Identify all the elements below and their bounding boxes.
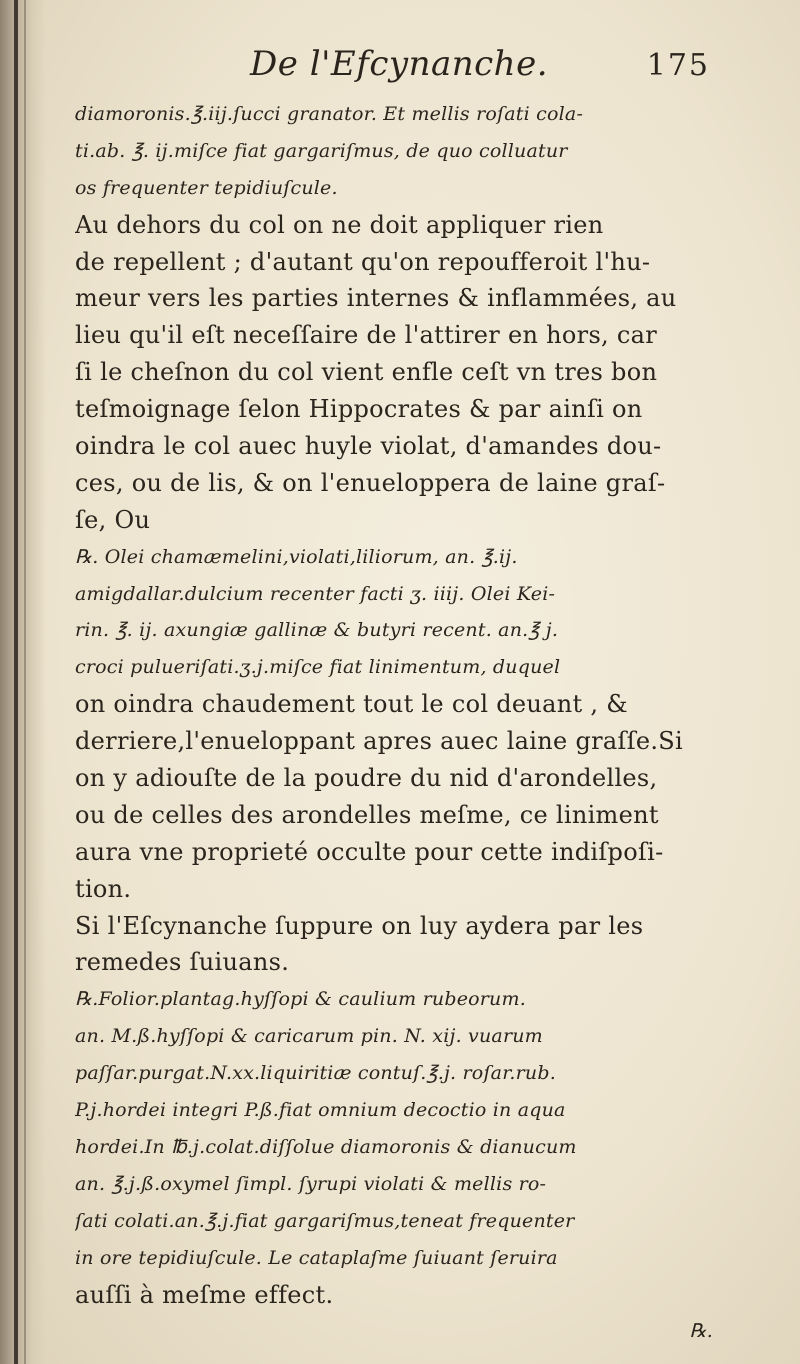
text-line: ſati colati.an.℥.j.fiat gargariſmus,teneat frequenter: [75, 1209, 575, 1232]
text-line: P.j.hordei integri P.ß.fiat omnium decoctio in aqua: [75, 1099, 566, 1122]
text-line: rin. ℥. ij. axungiæ gallinæ & butyri recent. an.℥ j.: [75, 619, 559, 642]
page-header: [80, 44, 720, 90]
text-line: ℞.Folior.plantag.hyſſopi & caulium rubeorum.: [75, 988, 526, 1011]
text-line: ces, ou de lis, & on l'enueloppera de laine graſ-: [75, 468, 666, 497]
text-line: amigdallar.dulcium recenter facti ʒ. iiij. Olei Kei-: [75, 582, 556, 605]
catchword: ℞.: [689, 1320, 713, 1343]
text-line: hordei.In ℔.j.colat.diſſolue diamoronis & dianucum: [75, 1135, 577, 1158]
page-number: 175: [646, 48, 710, 83]
binding-gutter: [0, 0, 46, 1364]
text-line: auſſi à meſme effect.: [75, 1280, 334, 1309]
text-line: in ore tepidiuſcule. Le cataplaſme ſuiuant ſeruira: [75, 1246, 558, 1269]
gutter-edge: [14, 0, 18, 1364]
text-line: de repellent ; d'autant qu'on repoufferoit l'hu-: [75, 247, 651, 276]
text-line: os frequenter tepidiuſcule.: [75, 176, 338, 199]
text-line: ſi le cheſnon du col vient enfle ceſt vn tres bon: [75, 358, 658, 387]
text-line: ti.ab. ℥. ij.miſce fiat gargariſmus, de quo colluatur: [75, 139, 568, 162]
text-line: on oindra chaudement tout le col deuant , &: [75, 690, 628, 719]
running-head: De l'Efcynanche.: [250, 44, 548, 84]
text-line: an. ℥.j.ß.oxymel ſimpl. ſyrupi violati & mellis ro-: [75, 1172, 547, 1195]
gutter-edge-shadow: [24, 0, 26, 1364]
text-line: oindra le col auec huyle violat, d'amandes dou-: [75, 432, 662, 461]
text-line: diamoronis.℥.iij.ſucci granator. Et mellis roſati cola-: [75, 103, 584, 125]
text-block: [75, 96, 725, 1350]
text-line: aura vne proprieté occulte pour cette indiſpoſi-: [75, 837, 664, 866]
text-line: lieu qu'il eſt neceſſaire de l'attirer en hors, car: [75, 321, 658, 350]
text-line: Au dehors du col on ne doit appliquer rien: [75, 210, 604, 239]
text-line: meur vers les parties internes & inflammées, au: [75, 284, 677, 313]
text-line: croci pulueriſati.ʒ.j.miſce fiat linimentum, duquel: [75, 656, 561, 679]
text-line: ſe, Ou: [75, 505, 151, 534]
text-line: derriere,l'enueloppant apres auec laine graſſe.Si: [75, 727, 684, 756]
text-line: teſmoignage ſelon Hippocrates & par ainſi on: [75, 395, 643, 424]
text-line: tion.: [75, 874, 132, 903]
text-line: remedes ſuiuans.: [75, 948, 290, 977]
text-line: an. M.ß.hyſſopi & caricarum pin. N. xij. vuarum: [75, 1025, 543, 1048]
text-line: ou de celles des arondelles meſme, ce liniment: [75, 800, 659, 829]
text-line: on y adiouſte de la poudre du nid d'arondelles,: [75, 764, 658, 793]
text-line: ℞. Olei chamæmelini,violati,liliorum, an. ℥.ij.: [75, 545, 518, 568]
text-line: Si l'Eſcynanche ſuppure on luy aydera par les: [75, 911, 644, 940]
text-line: paſſar.purgat.N.xx.liquiritiæ contuſ.℥.j. roſar.rub.: [75, 1062, 556, 1085]
